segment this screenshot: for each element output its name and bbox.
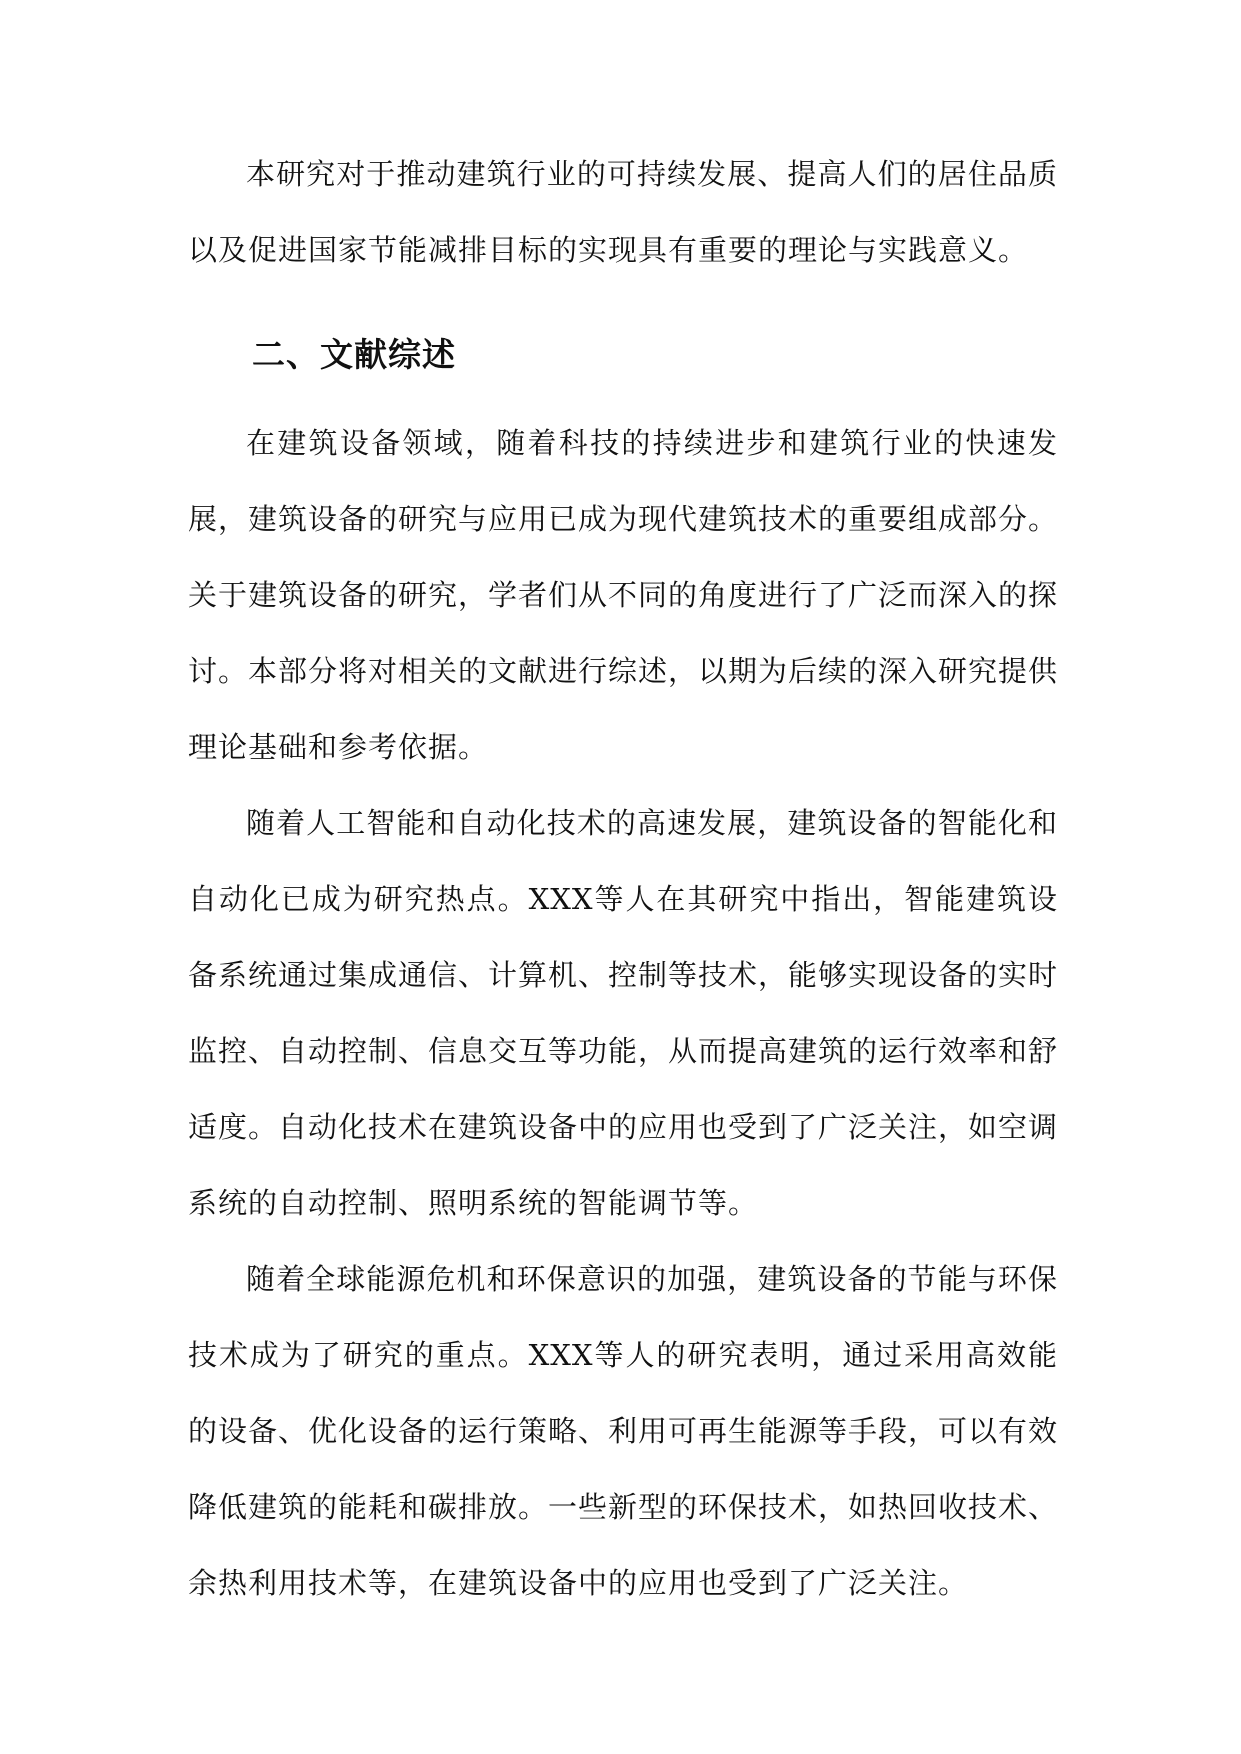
review-paragraph-2: 随着人工智能和自动化技术的高速发展，建筑设备的智能化和自动化已成为研究热点。XXX等人在其研究中指出，智能建筑设备系统通过集成通信、计算机、控制等技术，能够实现设备的实时监控、自动控制、信息交互等功能，从而提高建筑的运行效率和舒适度。自动化技术在建筑设备中的应用也受到了广泛关注，如空调系统的自动控制、照明系统的智能调节等。 xyxy=(188,806,1059,1220)
review-paragraph-3: 随着全球能源危机和环保意识的加强，建筑设备的节能与环保技术成为了研究的重点。XXX等人的研究表明，通过采用高效能的设备、优化设备的运行策略、利用可再生能源等手段，可以有效降低建筑的能耗和碳排放。一些新型的环保技术，如热回收技术、余热利用技术等，在建筑设备中的应用也受到了广泛关注。 xyxy=(188,1262,1059,1600)
review-paragraph-1: 在建筑设备领域，随着科技的持续进步和建筑行业的快速发展，建筑设备的研究与应用已成为现代建筑技术的重要组成部分。关于建筑设备的研究，学者们从不同的角度进行了广泛而深入的探讨。本部分将对相关的文献进行综述，以期为后续的深入研究提供理论基础和参考依据。 xyxy=(188,426,1059,764)
section-heading: 二、文献综述 xyxy=(252,335,456,374)
intro-paragraph: 本研究对于推动建筑行业的可持续发展、提高人们的居住品质以及促进国家节能减排目标的实现具有重要的理论与实践意义。 xyxy=(188,157,1058,267)
